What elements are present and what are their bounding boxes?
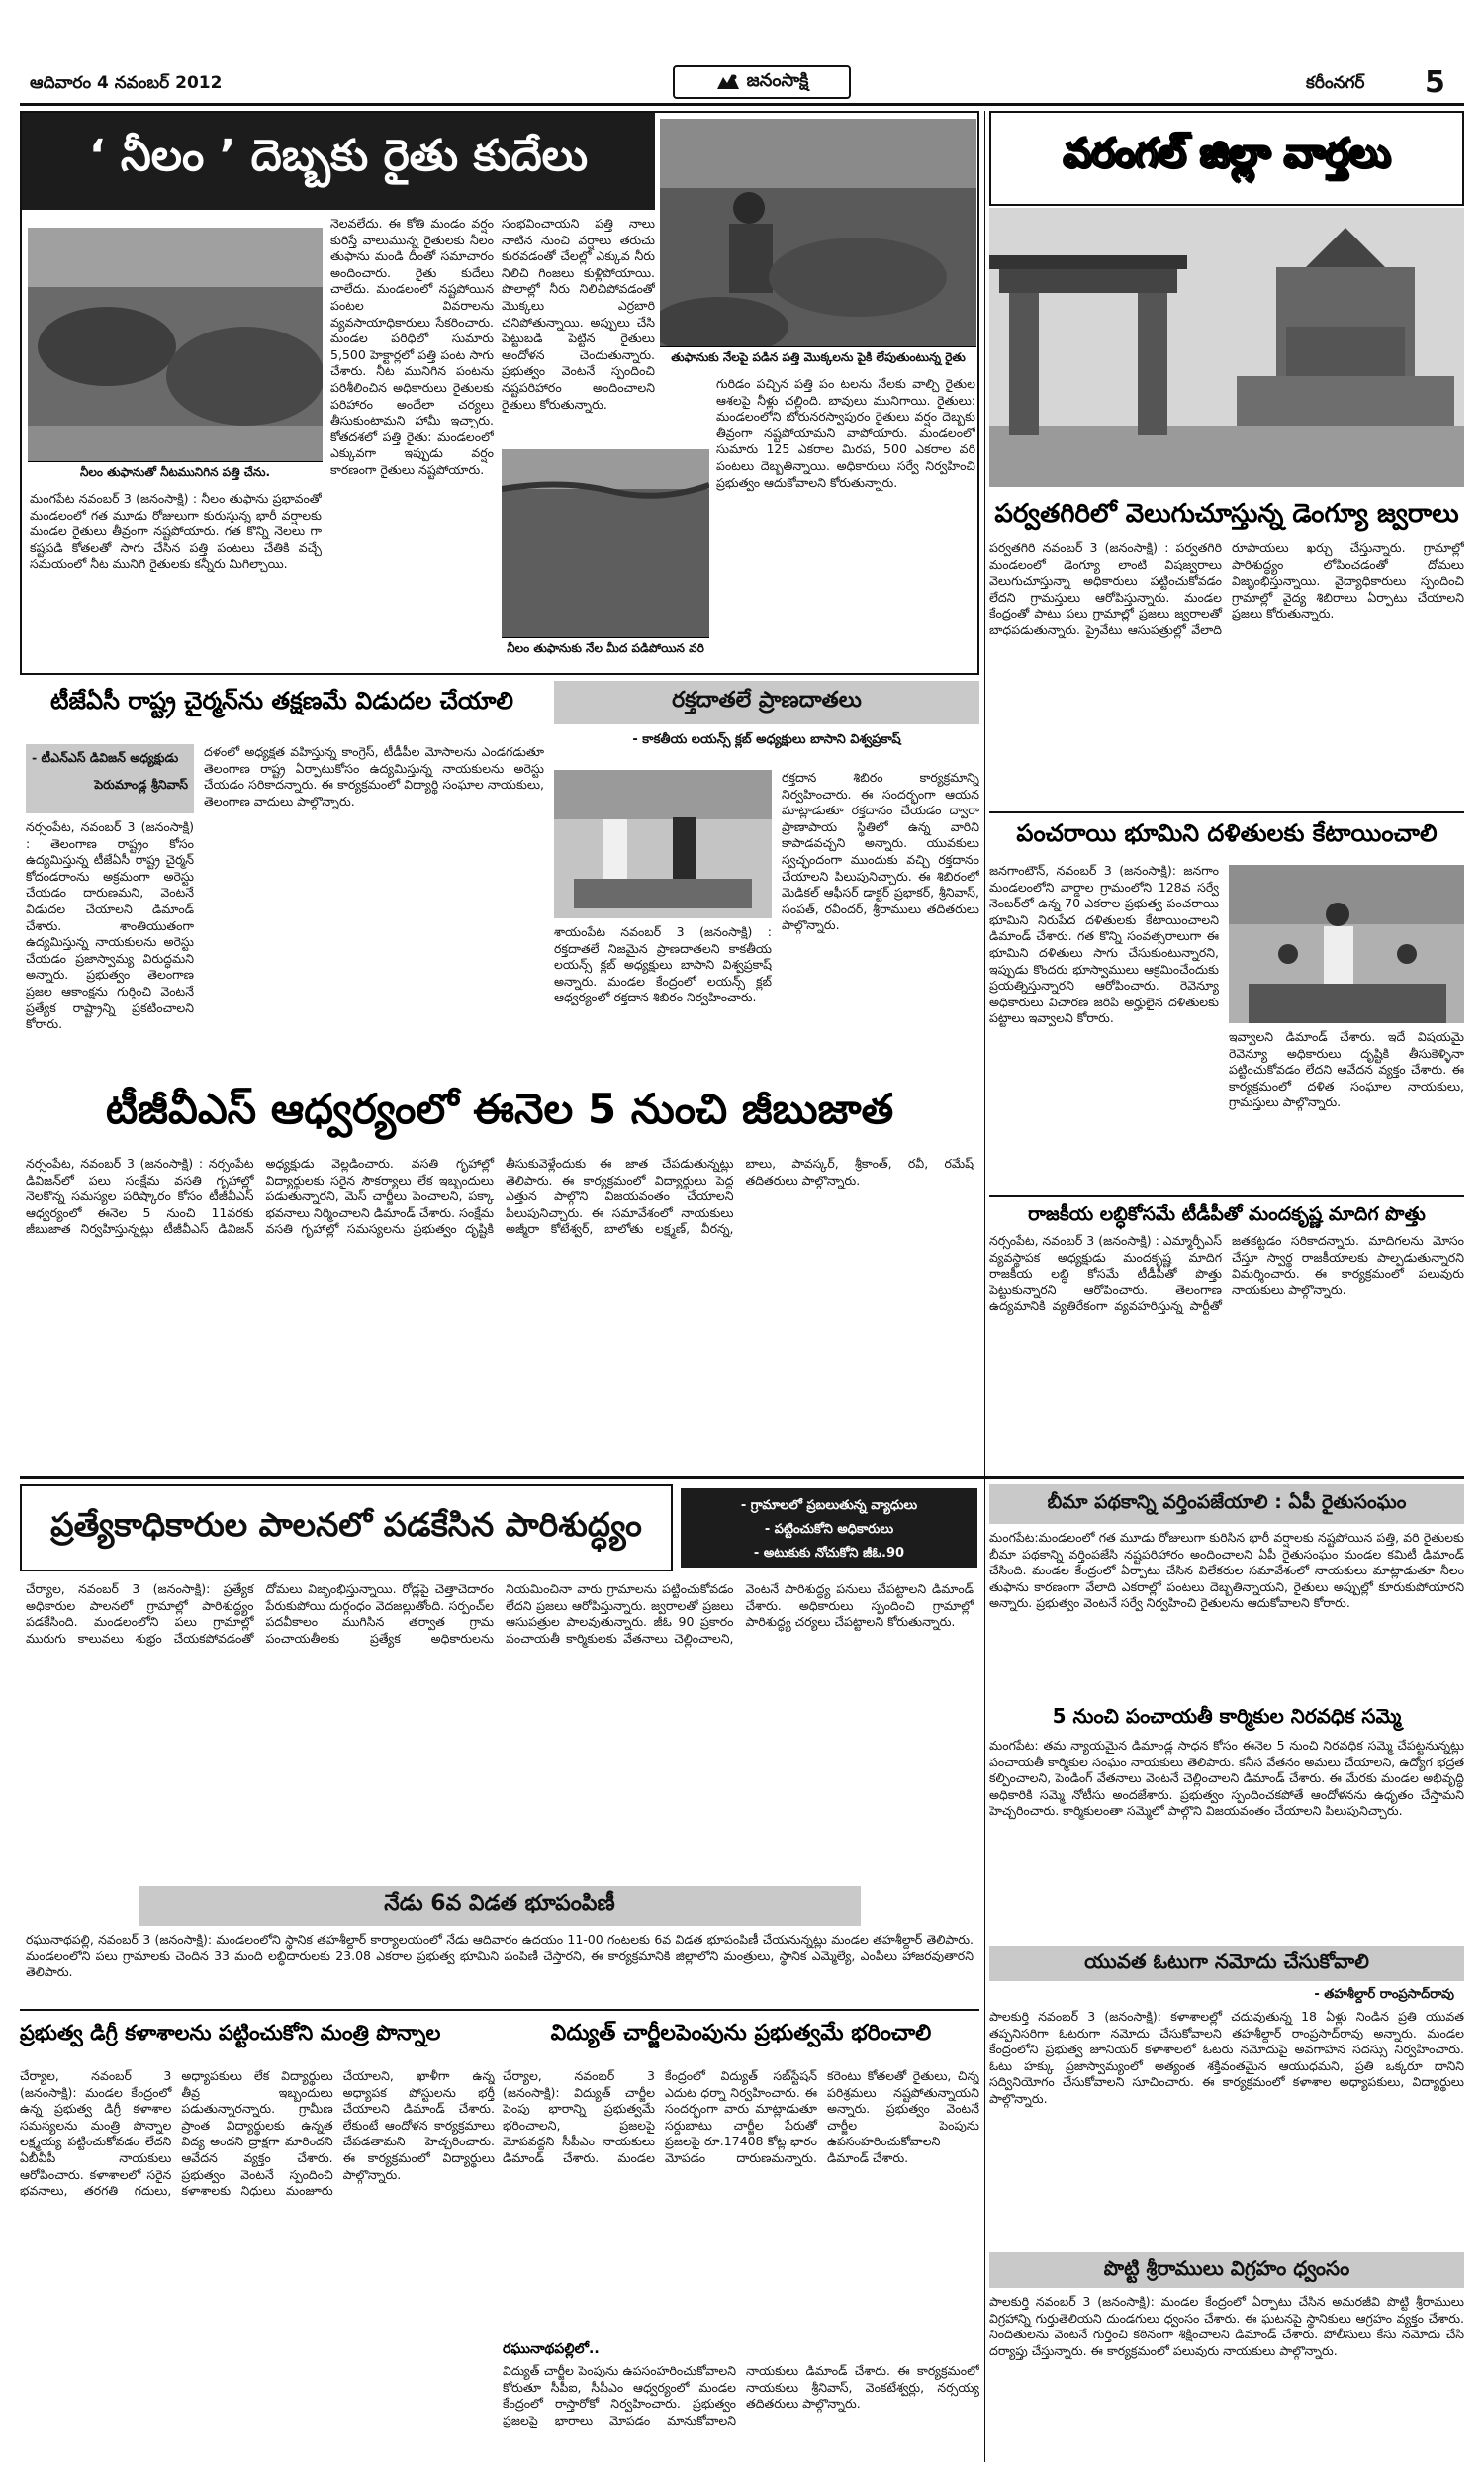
story-neelam-col2: నెలవలేదు. ఈ కోతి మండం వర్షం కురిస్తే వాలుమున్న రైతులకు నీలం తుఫాను మండి దీంతో సమాచారం అందించారు. రైతు కుదేలు చాలేదు. మండలంలో నష్టపోయిన పంటల వివరాలను వ్యవసాయాధికారులు సేకరించారు. మండల పరిధిలో సుమారు 5,500 హెక్టార్లలో పత్తి పంట సాగు చేశారు. నీట మునిగిన పంటను పరిశీలించిన అధికారులు రైతులకు పరిహారం అందేలా చర్యలు తీసుకుంటామని హామీ ఇచ్చారు. కోతదశలో పత్తి రైతు: మండలంలో ఎక్కువగా ఇప్పుడు వర్షం కారణంగా రైతులు నష్టపోయారు. — [330, 216, 494, 477]
warangal-body-dengue: పర్వతగిరి నవంబర్ 3 (జనంసాక్షి) : పర్వతగిరి మండలంలో డెంగ్యూ లాంటి విషజ్వరాలు వెలుగుచూస్తున్నా అధికారులు పట్టించుకోవడం లేదని గ్రామస్తులు ఆరోపిస్తున్నారు. మండల కేంద్రంతో పాటు పలు గ్రామాల్లో ప్రజలు జ్వరాలతో బాధపడుతున్నారు. ప్రైవేటు ఆసుపత్రుల్లో వేలాది రూపాయలు ఖర్చు చేస్తున్నారు. గ్రామాల్లో పారిశుద్ధ్యం లోపించడంతో దోమలు విజృంభిస్తున్నాయి. వైద్యాధికారులు స్పందించి గ్రామాల్లో వైద్య శిబిరాలు ఏర్పాటు చేయాలని ప్రజలు కోరుతున్నారు. — [989, 540, 1464, 637]
warangal-headline-dengue: పర్వతగిరిలో వెలుగుచూస్తున్న డెంగ్యూ జ్వరాలు — [994, 499, 1459, 528]
warangal-banner — [989, 111, 1464, 206]
dalit-meeting-image — [1229, 865, 1464, 1023]
story-statue-headline-bar — [989, 2252, 1464, 2288]
story-neelam-headline: ‘ నీలం ’ దెబ్బకు రైతు కుదేలు — [88, 131, 589, 181]
story-special-officers — [20, 1484, 979, 1880]
story-blood-body-left: శాయంపేట నవంబర్ 3 (జనంసాక్షి) : రక్తదాతలే నిజమైన ప్రాణదాతలని కాకతీయ లయన్స్ క్లబ్ అధ్యక్షులు బాసాని విశ్వప్రకాష్ అన్నారు. మండల కేంద్రంలో లయన్స్ క్లబ్ ఆధ్వర్యంలో రక్తదాన శిబిరం నిర్వహించారు. — [554, 924, 772, 1005]
issue-date: ఆదివారం 4 నవంబర్ 2012 — [30, 73, 223, 93]
story-electricity-headline: విద్యుత్ చార్జీలపెంపును ప్రభుత్వమే భరించాలి — [550, 2021, 932, 2046]
story-bhoopanpini-headline-bar — [139, 1886, 861, 1926]
story-tjac-body: నర్సంపేట, నవంబర్ 3 (జనంసాక్షి) : తెలంగాణ రాష్ట్రం కోసం ఉద్యమిస్తున్న టీజేఏసీ రాష్ట్ర చైర్మన్ కోదండరాంను అక్రమంగా అరెస్టు చేయడం దారుణమని, వెంటనే విడుదల చేయాలని డిమాండ్ చేశారు. శాంతియుతంగా ఉద్యమిస్తున్న నాయకులను అరెస్టు చేయడం ప్రజాస్వామ్య విరుద్ధమని అన్నారు. ప్రభుత్వం తెలంగాణ ప్రజల ఆకాంక్షను గుర్తించి వెంటనే ప్రత్యేక రాష్ట్రాన్ని ప్రకటించాలని కోరారు. — [26, 819, 194, 1032]
story-youth-sub: - తహశీల్దార్ రాంప్రసాద్‌రావు — [1314, 1987, 1454, 2002]
story-blood-headline-bar — [554, 681, 979, 724]
story-tjac-sub2: పెరుమాండ్ల శ్రీనివాస్ — [94, 777, 188, 792]
page-header — [20, 65, 1464, 103]
photo-flooded-cotton — [28, 228, 323, 485]
photo-farmer-image — [660, 119, 976, 370]
column-divider — [984, 111, 985, 2462]
page-number: 5 — [1425, 65, 1445, 100]
story-electricity-body2: విద్యుత్ చార్జీల పెంపును ఉపసంహరించుకోవాలని కోరుతూ సీపీఐ, సీపీఎం ఆధ్వర్యంలో మండల కేంద్రంలో రాస్తారోకో నిర్వహించారు. ప్రభుత్వం ప్రజలపై భారాలు మోపడం మానుకోవాలని నాయకులు డిమాండ్ చేశారు. ఈ కార్యక్రమంలో నాయకులు శ్రీనివాస్, వెంకటేశ్వర్లు, నర్సయ్య తదితరులు పాల్గొన్నారు. — [503, 2363, 979, 2427]
story-tgvs-body: నర్సంపేట, నవంబర్ 3 (జనంసాక్షి) : నర్సంపేట డివిజన్‌లో పలు సంక్షేమ వసతి గృహాల్లో నెలకొన్న సమస్యల పరిష్కారం కోసం టీజీవీఎస్ ఆధ్వర్యంలో ఈనెల 5 నుంచి 11వరకు జీబుజాత నిర్వహిస్తున్నట్లు టీజీవీఎస్ డివిజన్ అధ్యక్షుడు వెల్లడించారు. వసతి గృహాల్లో విద్యార్థులకు సరైన సౌకర్యాలు లేక ఇబ్బందులు పడుతున్నారని, మెస్ చార్జీలు పెంచాలని, పక్కా భవనాలు నిర్మించాలని డిమాండ్ చేశారు. సంక్షేమ వసతి గృహాల్లో సమస్యలను ప్రభుత్వం దృష్టికి తీసుకువెళ్లేందుకు ఈ జాత చేపడుతున్నట్లు తెలిపారు. ఈ కార్యక్రమంలో విద్యార్థులు పెద్ద ఎత్తున పాల్గొని విజయవంతం చేయాలని పిలుపునిచ్చారు. ఈ సమావేశంలో నాయకులు అజ్మీరా కోటేశ్వర్, బాలోతు లక్ష్మణ్, వీరన్న, బాలు, పావస్కర్, శ్రీకాంత్, రవీ, రమేష్ తదితరులు పాల్గొన్నారు. — [26, 1156, 974, 1237]
story-special-body: చేర్యాల, నవంబర్ 3 (జనంసాక్షి): ప్రత్యేక అధికారుల పాలనలో గ్రామాల్లో పారిశుద్ధ్యం పడకేసింది. మండలంలోని పలు గ్రామాల్లో మురుగు కాలువలు శుభ్రం చేయకపోవడంతో దోమలు విజృంభిస్తున్నాయి. రోడ్లపై చెత్తాచెదారం పేరుకుపోయి దుర్గంధం వెదజల్లుతోంది. సర్పంచ్‌ల పదవీకాలం ముగిసిన తర్వాత గ్రామ పంచాయతీలకు ప్రత్యేక అధికారులను నియమించినా వారు గ్రామాలను పట్టించుకోవడం లేదని ప్రజలు ఆరోపిస్తున్నారు. జ్వరాలతో ప్రజలు ఆసుపత్రుల పాలవుతున్నారు. జీఓ 90 ప్రకారం పంచాయతీ కార్మికులకు వేతనాలు చెల్లించాలని, వెంటనే పారిశుద్ధ్య పనులు చేపట్టాలని డిమాండ్ చేశారు. అధికారులు స్పందించి గ్రామాల్లో పారిశుద్ధ్య చర్యలు చేపట్టాలని కోరుతున్నారు. — [26, 1581, 974, 1646]
story-statue-body: పాలకుర్తి నవంబర్ 3 (జనంసాక్షి): మండల కేంద్రంలో ఏర్పాటు చేసిన అమరజీవి పొట్టి శ్రీరాములు విగ్రహాన్ని గుర్తుతెలియని దుండగులు ధ్వంసం చేశారు. ఈ ఘటనపై స్థానికులు ఆగ్రహం వ్యక్తం చేశారు. నిందితులను వెంటనే గుర్తించి కఠినంగా శిక్షించాలని డిమాండ్ చేశారు. పోలీసులు కేసు నమోదు చేసి దర్యాప్తు చేస్తున్నారు. ఈ కార్యక్రమంలో పలువురు నాయకులు పాల్గొన్నారు. — [989, 2294, 1464, 2358]
photo-farmer-caption: తుఫానుకు నేలపై పడిన పత్తి మొక్కలను పైకి లేపుతుంటున్న రైతు — [660, 346, 976, 370]
photo-farmer-cotton — [660, 119, 976, 370]
story-neelam-col4: గురిడం పచ్చిన పత్తి పం టలను నేలకు వాల్చి రైతుల ఆశలపై నీళ్లు చల్లింది. బావులు మునిగాయి. రైతులు: మండలంలోని బోరునరస్వాపురం రైతులు వర్షం దెబ్బకు తీవ్రంగా నష్టపోయామని వాపోయారు. మండలంలో సుమారు 125 ఎకరాల మిరప, 500 ఎకరాల వరి పంటలు దెబ్బతిన్నాయి. అధికారులు సర్వే నిర్వహించి ప్రభుత్వం ఆదుకోవాలని కోరుతున్నారు. — [716, 376, 975, 490]
story-bima-headline: బీమా పథకాన్ని వర్తింపజేయాలి : ఏపీ రైతుసంఘం — [1047, 1490, 1407, 1513]
story-tjac-body2: దళంలో అధ్యక్షత వహిస్తున్న కాంగ్రెస్, టీడీపీల మోసాలను ఎండగడుతూ తెలంగాణ రాష్ట్ర ఏర్పాటుకోసం ఉద్యమిస్తున్న నాయకులను అరెస్టు చేయడం సరికాదన్నారు. ఈ కార్యక్రమంలో విద్యార్థి సంఘాల నాయకులు, తెలంగాణ వాదులు పాల్గొన్నారు. — [204, 744, 544, 809]
story-college — [20, 2017, 495, 2462]
masthead-title: జనంసాక్షి — [746, 69, 809, 91]
warangal-body-mandakrishna: నర్సంపేట, నవంబర్ 3 (జనంసాక్షి) : ఎమ్మార్పీఎస్ వ్యవస్థాపక అధ్యక్షుడు మందకృష్ణ మాదిగ రాజకీయ లబ్ధి కోసమే టీడీపీతో పొత్తు పెట్టుకున్నారని ఆరోపించారు. తెలంగాణ ఉద్యమానికి వ్యతిరేకంగా వ్యవహరిస్తున్న పార్టీతో జతకట్టడం సరికాదన్నారు. మాదిగలను మోసం చేస్తూ స్వార్థ రాజకీయాలకు పాల్పడుతున్నారని విమర్శించారు. ఈ కార్యక్రమంలో పలువురు నాయకులు పాల్గొన్నారు. — [989, 1233, 1464, 1314]
story-special-bullet1: - గ్రామాలలో ప్రబలుతున్న వ్యాధులు — [740, 1498, 918, 1513]
story-neelam-headline-bar — [22, 113, 655, 210]
photo-paddy-caption: నీలం తుఫానుకు నేల మీద పడిపోయిన వరి — [502, 637, 709, 661]
mid-rule — [20, 1476, 1464, 1479]
edition-city: కరీంనగర్ — [1306, 73, 1365, 93]
story-blood-body-right: రక్తదాన శిబిరం కార్యక్రమాన్ని నిర్వహించారు. ఈ సందర్భంగా ఆయన మాట్లాడుతూ రక్తదానం చేయడం ద్వారా ప్రాణాపాయ స్థితిలో ఉన్న వారిని కాపాడవచ్చని అన్నారు. యువకులు స్వచ్ఛందంగా ముందుకు వచ్చి రక్తదానం చేయాలని పిలుపునిచ్చారు. ఈ శిబిరంలో మెడికల్ ఆఫీసర్ డాక్టర్ ప్రభాకర్, శ్రీనివాస్, సంపత్, రవీందర్, శ్రీరాములు తదితరులు పాల్గొన్నారు. — [782, 770, 979, 933]
warangal-headline-mandakrishna: రాజకీయ లబ్ధికోసమే టీడీపీతో మందకృష్ణ మాదిగ పొత్తు — [1028, 1203, 1426, 1225]
photo-dalit-meeting — [1229, 865, 1464, 1023]
story-bhoopanpini — [20, 1886, 979, 2005]
story-neelam-col1: మంగపేట నవంబర్ 3 (జనంసాక్షి) : నీలం తుఫాను ప్రభావంతో మండలంలో గత మూడు రోజులుగా కురుస్తున్న భారీ వర్షాలకు మండల రైతులు తీవ్రంగా నష్టపోయారు. గత కొన్ని నెలలు గా కష్టపడి కోతలతో సాగు చేసిన పత్తి పంటలు చేతికి వచ్చే సమయంలో నీట మునిగి రైతులకు కన్నీరు మిగిల్చాయి. — [30, 491, 322, 572]
story-neelam — [20, 111, 979, 675]
masthead-logo-icon — [715, 71, 741, 93]
photo-warangal-monuments — [989, 208, 1464, 487]
story-tgvs-headline: టీజీవీఎస్ ఆధ్వర్యంలో ఈనెల 5 నుంచి జీబుజాత — [105, 1085, 894, 1133]
warangal-monuments-image — [989, 208, 1464, 487]
warangal-rule-1 — [989, 811, 1464, 813]
story-youth-headline: యువత ఓటుగా నమోదు చేసుకోవాలి — [1084, 1949, 1369, 1973]
warangal-section — [989, 111, 1464, 1476]
story-blood — [554, 681, 979, 1077]
photo-paddy-image — [502, 449, 709, 661]
story-bhoopanpini-headline: నేడు 6వ విడత భూపంపిణీ — [384, 1891, 615, 1916]
story-college-headline: ప్రభుత్వ డిగ్రీ కళాశాలను పట్టించుకోని మంత్రి పొన్నాల — [20, 2021, 441, 2045]
story-blood-headline: రక్తదాతలే ప్రాణదాతలు — [672, 688, 862, 713]
story-youth-headline-bar — [989, 1946, 1464, 1981]
photo-flooded-caption: నీలం తుఫానుతో నీటమునిగిన పత్తి చేను. — [28, 461, 323, 485]
photo-blood-camp — [554, 770, 772, 918]
warangal-body-dalit-left: జనగాంటౌన్, నవంబర్ 3 (జనంసాక్షి): జనగాం మండలంలోని వార్డాల గ్రామంలోని 128వ సర్వే నెంబర్‌లో ఉన్న 70 ఎకరాల ప్రభుత్వ పంచరాయి భూమిని నిరుపేద దళితులకు కేటాయించాలని డిమాండ్ చేశారు. గత కొన్ని సంవత్సరాలుగా ఈ భూమిని దళితులు సాగు చేసుకుంటున్నారని, ఇప్పుడు కొందరు భూస్వాములు ఆక్రమించేందుకు ప్రయత్నిస్తున్నారని ఆరోపించారు. రెవెన్యూ అధికారులు విచారణ జరిపి అర్హులైన దళితులకు పట్టాలు ఇవ్వాలని కోరారు. — [989, 863, 1219, 1026]
story-youth-body: పాలకుర్తి నవంబర్ 3 (జనంసాక్షి): కళాశాలల్లో చదువుతున్న 18 ఏళ్లు నిండిన ప్రతి యువత తప్పనిసరిగా ఓటరుగా నమోదు చేసుకోవాలని తహశీల్దార్ రాంప్రసాద్‌రావు అన్నారు. మండల కేంద్రంలోని ప్రభుత్వ జూనియర్ కళాశాలలో ఓటరు నమోదుపై అవగాహన సదస్సు నిర్వహించారు. ఓటు హక్కు ప్రజాస్వామ్యంలో అత్యంత శక్తివంతమైన ఆయుధమని, ప్రతి ఒక్కరూ దానిని సద్వినియోగం చేసుకోవాలని సూచించారు. ఈ కార్యక్రమంలో కళాశాల అధ్యాపకులు, విద్యార్థులు పాల్గొన్నారు. — [989, 2009, 1464, 2106]
warangal-headline-dalit: పంచరాయి భూమిని దళితులకు కేటాయించాలి — [1016, 819, 1438, 847]
story-tjac-sub-box — [26, 744, 194, 813]
story-bima-headline-bar — [989, 1484, 1464, 1524]
story-special-bullet2: - పట్టించుకోని అధికారులు — [764, 1522, 894, 1537]
story-strike-body: మంగపేట: తమ న్యాయమైన డిమాండ్ల సాధన కోసం ఈనెల 5 నుంచి నిరవధిక సమ్మె చేపట్టనున్నట్లు పంచాయతీ కార్మికుల సంఘం నాయకులు తెలిపారు. కనీస వేతనం అమలు చేయాలని, ఉద్యోగ భద్రత కల్పించాలని, పెండింగ్ వేతనాలు వెంటనే చెల్లించాలని డిమాండ్ చేశారు. ఈ మేరకు మండల అభివృద్ధి అధికారికి సమ్మె నోటీసు అందజేశారు. ప్రభుత్వం స్పందించకపోతే ఆందోళనను ఉధృతం చేస్తామని హెచ్చరించారు. కార్మికులంతా సమ్మెలో పాల్గొని విజయవంతం చేయాలని పిలుపునిచ్చారు. — [989, 1738, 1464, 1819]
story-special-headline-box — [20, 1484, 673, 1571]
story-bhoopanpini-body: రఘునాథపల్లి, నవంబర్ 3 (జనంసాక్షి): మండలంలోని స్థానిక తహశీల్దార్ కార్యాలయంలో నేడు ఆదివారం ఉదయం 11-00 గంటలకు 6వ విడత భూపంపిణీ చేయనున్నట్లు మండల తహశీల్దార్ తెలిపారు. మండలంలోని పలు గ్రామాలకు చెందిన 33 మంది లబ్ధిదారులకు 23.08 ఎకరాల ప్రభుత్వ భూమిని పంపిణీ చేస్తారని, ఈ కార్యక్రమానికి జిల్లాలోని మంత్రులు, స్థానిక ఎమ్మెల్యే, ఎంపీలు హాజరవుతారని తెలిపారు. — [26, 1932, 974, 1980]
lower-rule — [20, 2009, 979, 2011]
story-special-bullets — [681, 1488, 977, 1568]
story-electricity-subheading: రఘునాథపల్లిలో.. — [503, 2341, 600, 2357]
story-blood-sub: - కాకతీయ లయన్స్ క్లబ్ అధ్యక్షులు బాసాని విశ్వప్రకాష్ — [632, 732, 901, 747]
story-tjac-headline: టీజేఏసీ రాష్ట్ర చైర్మన్‌ను తక్షణమే విడుదల చేయాలి — [49, 687, 514, 714]
story-electricity-body: చేర్యాల, నవంబర్ 3 (జనంసాక్షి): విద్యుత్ చార్జీల పెంపు భారాన్ని ప్రభుత్వమే భరించాలని, ప్రజలపై మోపవద్దని సీపీఎం నాయకులు డిమాండ్ చేశారు. మండల కేంద్రంలో విద్యుత్ సబ్‌స్టేషన్ ఎదుట ధర్నా నిర్వహించారు. ఈ సందర్భంగా వారు మాట్లాడుతూ సర్దుబాటు చార్జీల పేరుతో ప్రజలపై రూ.17408 కోట్ల భారం మోపడం దారుణమన్నారు. కరెంటు కోతలతో రైతులు, చిన్న పరిశ్రమలు నష్టపోతున్నాయని అన్నారు. ప్రభుత్వం వెంటనే చార్జీల పెంపును ఉపసంహరించుకోవాలని డిమాండ్ చేశారు. — [503, 2068, 979, 2165]
story-electricity — [503, 2017, 979, 2462]
story-college-body: చేర్యాల, నవంబర్ 3 (జనంసాక్షి): మండల కేంద్రంలో ఉన్న ప్రభుత్వ డిగ్రీ కళాశాల సమస్యలను మంత్రి పొన్నాల లక్ష్మయ్య పట్టించుకోవడం లేదని ఏబీవీపీ నాయకులు ఆరోపించారు. కళాశాలలో సరైన భవనాలు, తరగతి గదులు, అధ్యాపకులు లేక విద్యార్థులు తీవ్ర ఇబ్బందులు పడుతున్నారన్నారు. గ్రామీణ ప్రాంత విద్యార్థులకు ఉన్నత విద్య అందని ద్రాక్షగా మారిందని ఆవేదన వ్యక్తం చేశారు. ప్రభుత్వం వెంటనే స్పందించి కళాశాలకు నిధులు మంజూరు చేయాలని, ఖాళీగా ఉన్న అధ్యాపక పోస్టులను భర్తీ చేయాలని డిమాండ్ చేశారు. లేకుంటే ఆందోళన కార్యక్రమాలు చేపడతామని హెచ్చరించారు. ఈ కార్యక్రమంలో విద్యార్థులు పాల్గొన్నారు. — [20, 2068, 495, 2199]
warangal-banner-title: వరంగల్ జిల్లా వార్తలు — [1063, 131, 1391, 176]
header-rule — [20, 103, 1464, 106]
blood-camp-image — [554, 770, 772, 918]
story-youth — [989, 1946, 1464, 2460]
warangal-body-dalit-right: ఇవ్వాలని డిమాండ్ చేశారు. ఇదే విషయమై రెవెన్యూ అధికారులు దృష్టికి తీసుకెళ్ళినా పట్టించుకోవడం లేదని ఆవేదన వ్యక్తం చేశారు. ఈ కార్యక్రమంలో దళిత సంఘాల నాయకులు, గ్రామస్తులు పాల్గొన్నారు. — [1229, 1029, 1464, 1110]
warangal-rule-2 — [989, 1195, 1464, 1197]
story-tgvs — [20, 1085, 979, 1469]
photo-flooded-image — [28, 228, 323, 485]
story-strike-headline: 5 నుంచి పంచాయతీ కార్మికుల నిరవధిక సమ్మె — [1052, 1704, 1402, 1728]
masthead — [673, 65, 851, 99]
story-bima-body: మంగపేట:మండలంలో గత మూడు రోజులుగా కురిసిన భారీ వర్షాలకు నష్టపోయిన పత్తి, వరి రైతులకు బీమా పథకాన్ని వర్తింపజేసి నష్టపరిహారం అందించాలని ఏపీ రైతుసంఘం మండల కమిటీ డిమాండ్ చేసింది. మండల కేంద్రంలో ఏర్పాటు చేసిన విలేకరుల సమావేశంలో నాయకులు మాట్లాడుతూ నీలం తుఫాను కారణంగా వేలాది ఎకరాల్లో పంటలు దెబ్బతిన్నాయని, రైతులు అప్పుల్లో కూరుకుపోయారని అన్నారు. ప్రభుత్వం వెంటనే సర్వే నిర్వహించి రైతులను ఆదుకోవాలని కోరారు. — [989, 1530, 1464, 1611]
story-neelam-col3: సంభవించాయని పత్తి నాలు నాటిన నుంచి వర్షాలు తరుచు కురవడంతో చేలల్లో ఎక్కువ నీరు నిలిచి గింజలు కుళ్లిపోయాయి. పొలాల్లో నీరు నిలిచిపోవడంతో మొక్కలు ఎర్రబారి చనిపోతున్నాయి. అప్పులు చేసి పెట్టుబడి పెట్టిన రైతులు ఆందోళన చెందుతున్నారు. ప్రభుత్వం వెంటనే స్పందించి నష్టపరిహారం అందించాలని రైతులు కోరుతున్నారు. — [502, 216, 655, 412]
story-tjac — [20, 681, 544, 1077]
story-tjac-sub1: - టీఎన్‌ఎస్ డివిజన్ అధ్యక్షుడు — [32, 750, 179, 765]
story-special-headline: ప్రత్యేకాధికారుల పాలనలో పడకేసిన పారిశుద్ధ్యం — [50, 1504, 642, 1544]
story-special-bullet3: - అటుకుకు నోచుకోని జీఓ.90 — [753, 1546, 905, 1561]
story-statue-headline: పొట్టి శ్రీరాములు విగ్రహం ధ్వంసం — [1103, 2255, 1350, 2280]
photo-fallen-paddy — [502, 449, 709, 661]
